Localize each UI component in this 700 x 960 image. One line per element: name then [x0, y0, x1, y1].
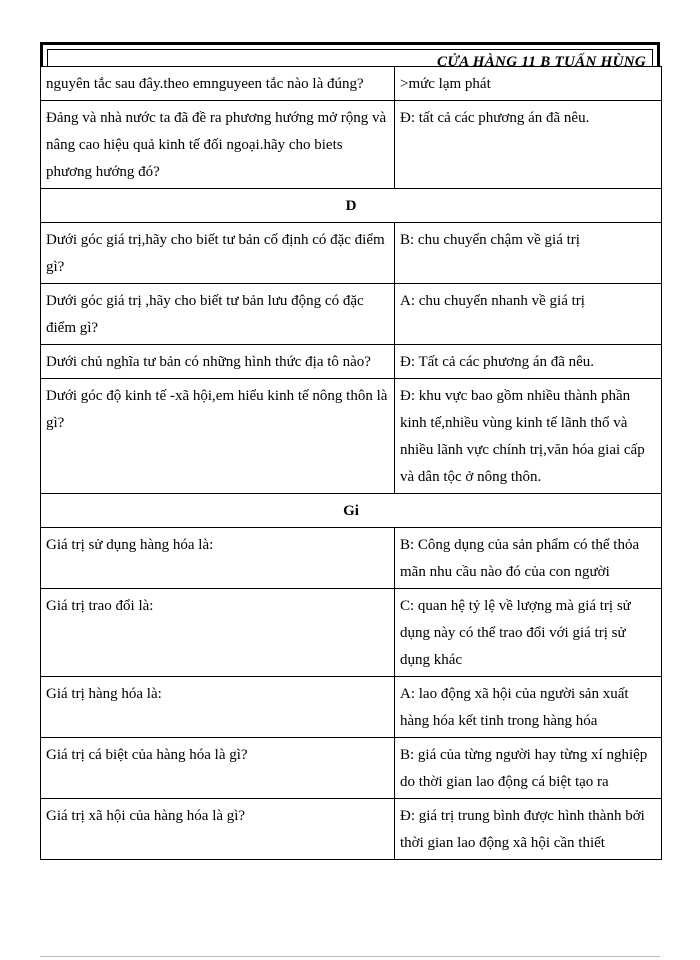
- answer-cell: B: chu chuyển chậm về giá trị: [395, 223, 662, 284]
- question-cell: Dưới góc độ kinh tế -xã hội,em hiểu kinh tế nông thôn là gì?: [41, 379, 395, 494]
- table-row: [41, 738, 662, 799]
- question-cell: Dưới chủ nghĩa tư bản có những hình thức địa tô nào?: [41, 345, 395, 379]
- answer-cell: Đ: giá trị trung bình được hình thành bởi thời gian lao động xã hội cần thiết: [395, 799, 662, 860]
- section-letter: Gi: [41, 494, 662, 528]
- answer-cell: Đ: Tất cả các phương án đã nêu.: [395, 345, 662, 379]
- question-cell: nguyên tắc sau đây.theo emnguyeen tắc nào là đúng?: [41, 67, 395, 101]
- question-cell: Giá trị trao đổi là:: [41, 589, 395, 677]
- question-cell: Dưới góc giá trị ,hãy cho biết tư bản lưu động có đặc điểm gì?: [41, 284, 395, 345]
- question-cell: Dưới góc giá trị,hãy cho biết tư bản cố định có đặc điểm gì?: [41, 223, 395, 284]
- qa-table-body: [41, 67, 662, 860]
- header-title: CỬA HÀNG 11 B TUẤN HÙNG: [437, 54, 646, 70]
- answer-cell: B: Công dụng của sản phẩm có thể thỏa mãn nhu cầu nào đó của con người: [395, 528, 662, 589]
- table-row: [41, 677, 662, 738]
- question-cell: Giá trị xã hội của hàng hóa là gì?: [41, 799, 395, 860]
- table-row: [41, 223, 662, 284]
- question-cell: Giá trị hàng hóa là:: [41, 677, 395, 738]
- answer-cell: A: chu chuyển nhanh về giá trị: [395, 284, 662, 345]
- answer-cell: A: lao động xã hội của người sản xuất hàng hóa kết tinh trong hàng hóa: [395, 677, 662, 738]
- table-row: [41, 379, 662, 494]
- answer-cell: >mức lạm phát: [395, 67, 662, 101]
- answer-cell: B: giá của từng người hay từng xí nghiệp do thời gian lao động cá biệt tạo ra: [395, 738, 662, 799]
- question-cell: Giá trị cá biệt của hàng hóa là gì?: [41, 738, 395, 799]
- answer-cell: Đ: tất cả các phương án đã nêu.: [395, 101, 662, 189]
- section-row: [41, 494, 662, 528]
- answer-cell: C: quan hệ tỷ lệ về lượng mà giá trị sử dụng này có thể trao đổi với giá trị sử dụng khác: [395, 589, 662, 677]
- table-row: [41, 67, 662, 101]
- section-letter: D: [41, 189, 662, 223]
- page-header: [40, 42, 660, 70]
- table-row: [41, 284, 662, 345]
- table-row: [41, 799, 662, 860]
- table-row: [41, 101, 662, 189]
- header-frame: [47, 49, 653, 70]
- table-row: [41, 589, 662, 677]
- question-cell: Đảng và nhà nước ta đã đề ra phương hướng mở rộng và nâng cao hiệu quả kinh tế đối ngoại.hãy cho biets phương hướng đó?: [41, 101, 395, 189]
- table-row: [41, 345, 662, 379]
- answer-cell: Đ: khu vực bao gồm nhiều thành phần kinh tế,nhiều vùng kinh tế lãnh thổ và nhiều lãnh vực chính trị,văn hóa giai cấp và dân tộc ở nông thôn.: [395, 379, 662, 494]
- qa-table: [40, 66, 662, 860]
- page-bottom-rule: [40, 956, 660, 957]
- question-cell: Giá trị sử dụng hàng hóa là:: [41, 528, 395, 589]
- section-row: [41, 189, 662, 223]
- table-row: [41, 528, 662, 589]
